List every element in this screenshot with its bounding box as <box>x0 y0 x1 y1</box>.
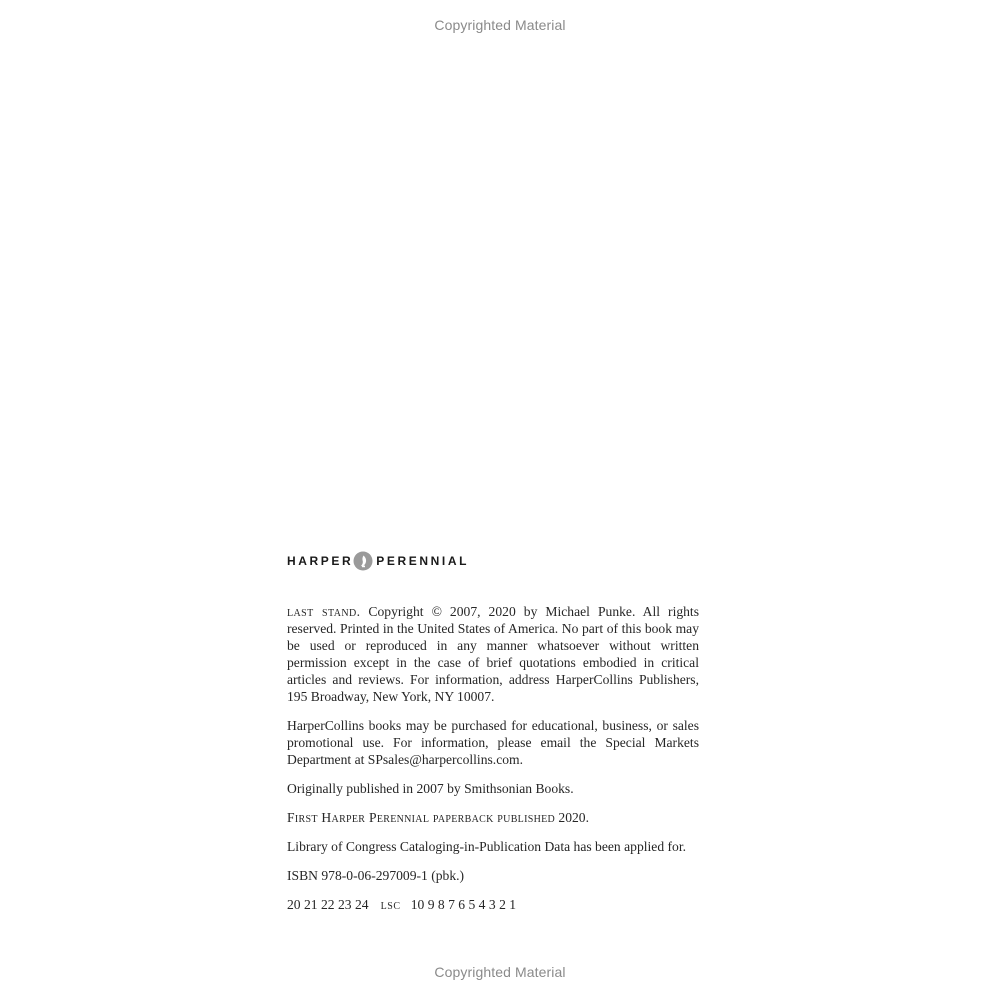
cip-notice: Library of Congress Cataloging-in-Publication Data has been applied for. <box>287 839 687 854</box>
copyright-block <box>287 603 699 925</box>
printline-years: 20 21 22 23 24 <box>287 897 369 912</box>
edition-notice <box>287 809 699 826</box>
book-title-smallcaps: last stand. <box>287 604 361 619</box>
printline-code: lsc <box>380 897 401 912</box>
isbn: ISBN 978-0-06-297009-1 (pbk.) <box>287 868 465 883</box>
copyright-notice-text: Copyright © 2007, 2020 by Michael Punke. All rights reserved. Printed in the United States of America. No part of this book may be used or reproduced in any manner whatsoever without written permission except in the case of brief quotations embodied in critical articles and reviews. For information, address HarperCollins Publishers, 195 Broadway, New York, NY 10007. <box>287 604 700 704</box>
watermark-top: Copyrighted Material <box>434 17 566 33</box>
printing-line <box>287 896 699 913</box>
edition-year: 2020. <box>555 810 589 825</box>
copyright-notice <box>287 603 699 705</box>
harper-perennial-torch-icon <box>353 551 373 571</box>
publisher-logo <box>287 551 469 571</box>
original-publication: Originally published in 2007 by Smithsonian Books. <box>287 781 574 796</box>
edition-smallcaps: First Harper Perennial paperback published <box>287 810 556 825</box>
printline-numbers: 10 9 8 7 6 5 4 3 2 1 <box>410 897 517 912</box>
logo-word-harper: HARPER <box>287 554 354 568</box>
watermark-bottom: Copyrighted Material <box>434 964 566 980</box>
logo-word-perennial: PERENNIAL <box>376 554 470 568</box>
special-sales-notice: HarperCollins books may be purchased for educational, business, or sales promotional use. For information, please email the Special Markets Department at SPsales@harpercollins.com. <box>287 718 699 767</box>
